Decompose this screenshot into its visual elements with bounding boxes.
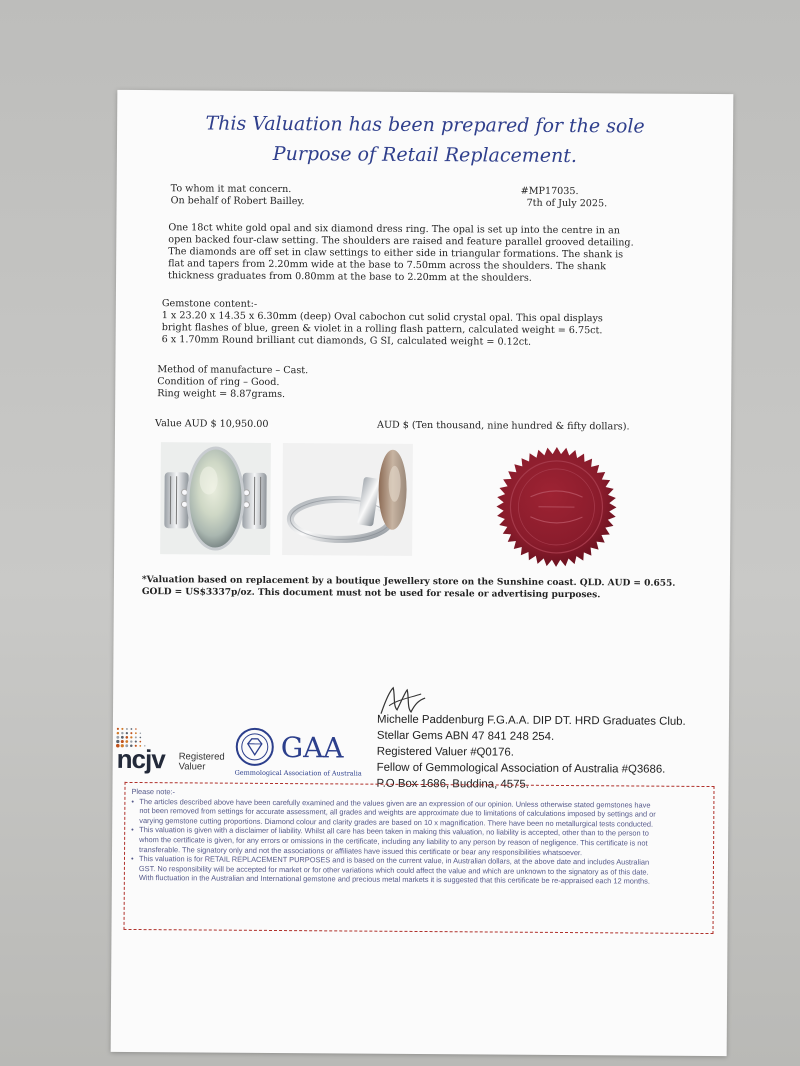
description-line: open backed four-claw setting. The shoulders are raised and feature parallel grooved detailing.: [168, 234, 634, 249]
disclaimer-box: [124, 782, 715, 934]
reference-number: #MP17035.: [520, 185, 579, 198]
signatory-name: Michelle Paddenburg F.G.A.A. DIP DT. HRD Graduates Club.: [376, 713, 686, 728]
gemstone-content: [162, 298, 712, 350]
ring-photo-front: [160, 442, 271, 555]
description-line: The diamonds are off set in claw settings to either side in triangular formations. The shank is: [168, 246, 624, 261]
valuation-note: [142, 574, 722, 602]
gaa-emblem-icon: [235, 727, 275, 767]
signatory-block: [376, 712, 685, 794]
note-line-1: *Valuation based on replacement by a boutique Jewellery store on the Sunshine coast. QLD. AUD = 0.655.: [141, 575, 676, 589]
ncjv-dot: [135, 728, 137, 730]
valuation-date: 7th of July 2025.: [526, 197, 608, 210]
ncjv-caption: [179, 752, 225, 772]
disclaimer-heading: Please note:-: [131, 786, 176, 797]
gemstone-heading: Gemstone content:-: [161, 298, 258, 310]
ncjv-dot: [140, 737, 142, 739]
signatory-address: P.O Box 1686, Buddina, 4575.: [376, 777, 529, 791]
ncjv-dot: [125, 740, 128, 743]
ncjv-dot: [121, 736, 124, 739]
ncjv-dot: [130, 732, 132, 734]
title-line-2: Purpose of Retail Replacement.: [272, 142, 578, 168]
manufacture-details: [157, 364, 308, 401]
ncjv-caption-line: Valuer: [178, 761, 206, 773]
seal-image: [490, 444, 623, 569]
ring-description: [168, 222, 708, 286]
ncjv-dot: [126, 736, 129, 739]
signatory-abn: Stellar Gems ABN 47 841 248 254.: [376, 729, 555, 743]
disclaimer-item: [131, 854, 707, 887]
ncjv-dot: [126, 728, 128, 730]
ncjv-dot: [130, 736, 132, 738]
signatory-fellowship: Fellow of Gemmological Association of Australia #Q3686.: [376, 761, 666, 776]
ncjv-dot: [121, 728, 123, 730]
gemstone-line: 1 x 23.20 x 14.35 x 6.30mm (deep) Oval cabochon cut solid crystal opal. This opal displays: [161, 310, 603, 325]
ncjv-dot: [135, 741, 137, 743]
disclaimer-line: varying gemstone cutting proportions. Diamond colour and clarity grades are based on 10 x magnification. There have been no metallurgical tests conducted.: [139, 815, 654, 829]
disclaimer-line: transferable. The signatory only and not the associations or affiliates have issued this certificate or bear any responsibilities whatsoever.: [139, 844, 583, 857]
ncjv-dot: [121, 740, 124, 743]
value-figure: Value AUD $ 10,950.00: [154, 418, 269, 430]
signatory-registration: Registered Valuer #Q0176.: [376, 745, 514, 759]
ncjv-dot: [140, 732, 142, 734]
ncjv-dot: [116, 740, 119, 743]
wax-seal: [490, 444, 623, 569]
ncjv-logo: [85, 726, 235, 783]
method-line: Method of manufacture – Cast.: [157, 364, 309, 377]
ncjv-dot: [130, 728, 132, 730]
description-line: flat and tapers from 2.20mm wide at the base to 7.50mm across the shoulders. The shank: [168, 258, 607, 273]
disclaimer-line: • This valuation is given with a disclaimer of liability. Whilst all care has been taken in making this valuation, no liability is accepted, other than to the person to: [139, 825, 649, 838]
title-line-1: This Valuation has been prepared for the sole: [205, 112, 645, 138]
ring-photo-side: [282, 443, 413, 556]
gemstone-line: bright flashes of blue, green & violet in a rolling flash pattern, calculated weight = 6.75ct.: [161, 322, 603, 337]
gaa-logo: [235, 727, 375, 784]
description-line: thickness graduates from 0.80mm at the base to 2.20mm at the shoulders.: [168, 270, 532, 284]
note-line-2: GOLD = US$3337p/oz. This document must not be used for resale or advertising purposes.: [141, 587, 601, 601]
condition-line: Condition of ring – Good.: [157, 376, 280, 388]
ncjv-dot: [135, 732, 137, 734]
weight-line: Ring weight = 8.87grams.: [157, 388, 286, 401]
disclaimer-item: [131, 797, 707, 830]
ncjv-dot: [117, 732, 120, 735]
value-in-words: AUD $ (Ten thousand, nine hundred & fifty dollars).: [376, 419, 630, 433]
disclaimer-line: With fluctuation in the Australian and International gemstone and precious metal markets it is suggested that this certificate be re-appraised each 12 months.: [138, 873, 650, 886]
disclaimer-item: [131, 825, 707, 858]
ncjv-dot: [116, 736, 119, 739]
disclaimer-line: whom the certificate is given, for any errors or omissions in the certificate, including any liability to any person by reason of negligence. This certificate is not: [139, 835, 648, 848]
disclaimer-line: • This valuation is for RETAIL REPLACEMENT PURPOSES and is based on the current value, in Australian dollars, at the above date and includes Australian: [138, 854, 650, 867]
gemstone-line: 6 x 1.70mm Round brilliant cut diamonds, G SI, calculated weight = 0.12ct.: [161, 334, 532, 348]
ncjv-dot: [139, 741, 141, 743]
disclaimer-line: GST. No responsibility will be accepted for market or for other variations which could affect the value and which are unknown to the signatory as of this date.: [138, 863, 649, 877]
gaa-wordmark: GAA: [280, 731, 344, 765]
ncjv-wordmark: ncjv: [116, 743, 165, 775]
disclaimer-line: not been removed from settings for accurate assessment, all grades and weights are approximate due to limitations of calculations imposed by settings and or: [139, 806, 656, 819]
on-behalf-line: On behalf of Robert Bailley.: [170, 195, 305, 208]
ncjv-dot: [117, 728, 119, 730]
valuation-certificate: [111, 90, 734, 1056]
gaa-caption: Gemmological Association of Australia: [234, 768, 362, 778]
to-whom-line: To whom it mat concern.: [170, 183, 292, 196]
ring-front-image: [160, 442, 271, 555]
ncjv-dot: [135, 736, 137, 738]
ncjv-dot: [126, 732, 128, 734]
ncjv-dot: [121, 732, 123, 734]
ring-side-image: [282, 443, 413, 556]
ncjv-caption-line: Registered: [178, 751, 225, 763]
description-line: One 18ct white gold opal and six diamond dress ring. The opal is set up into the centre in an: [168, 222, 621, 237]
disclaimer-line: • The articles described above have been carefully examined and the values given are an expression of our opinion. Unless otherwise stated gemstones have: [139, 796, 651, 810]
ncjv-dot: [130, 740, 132, 742]
